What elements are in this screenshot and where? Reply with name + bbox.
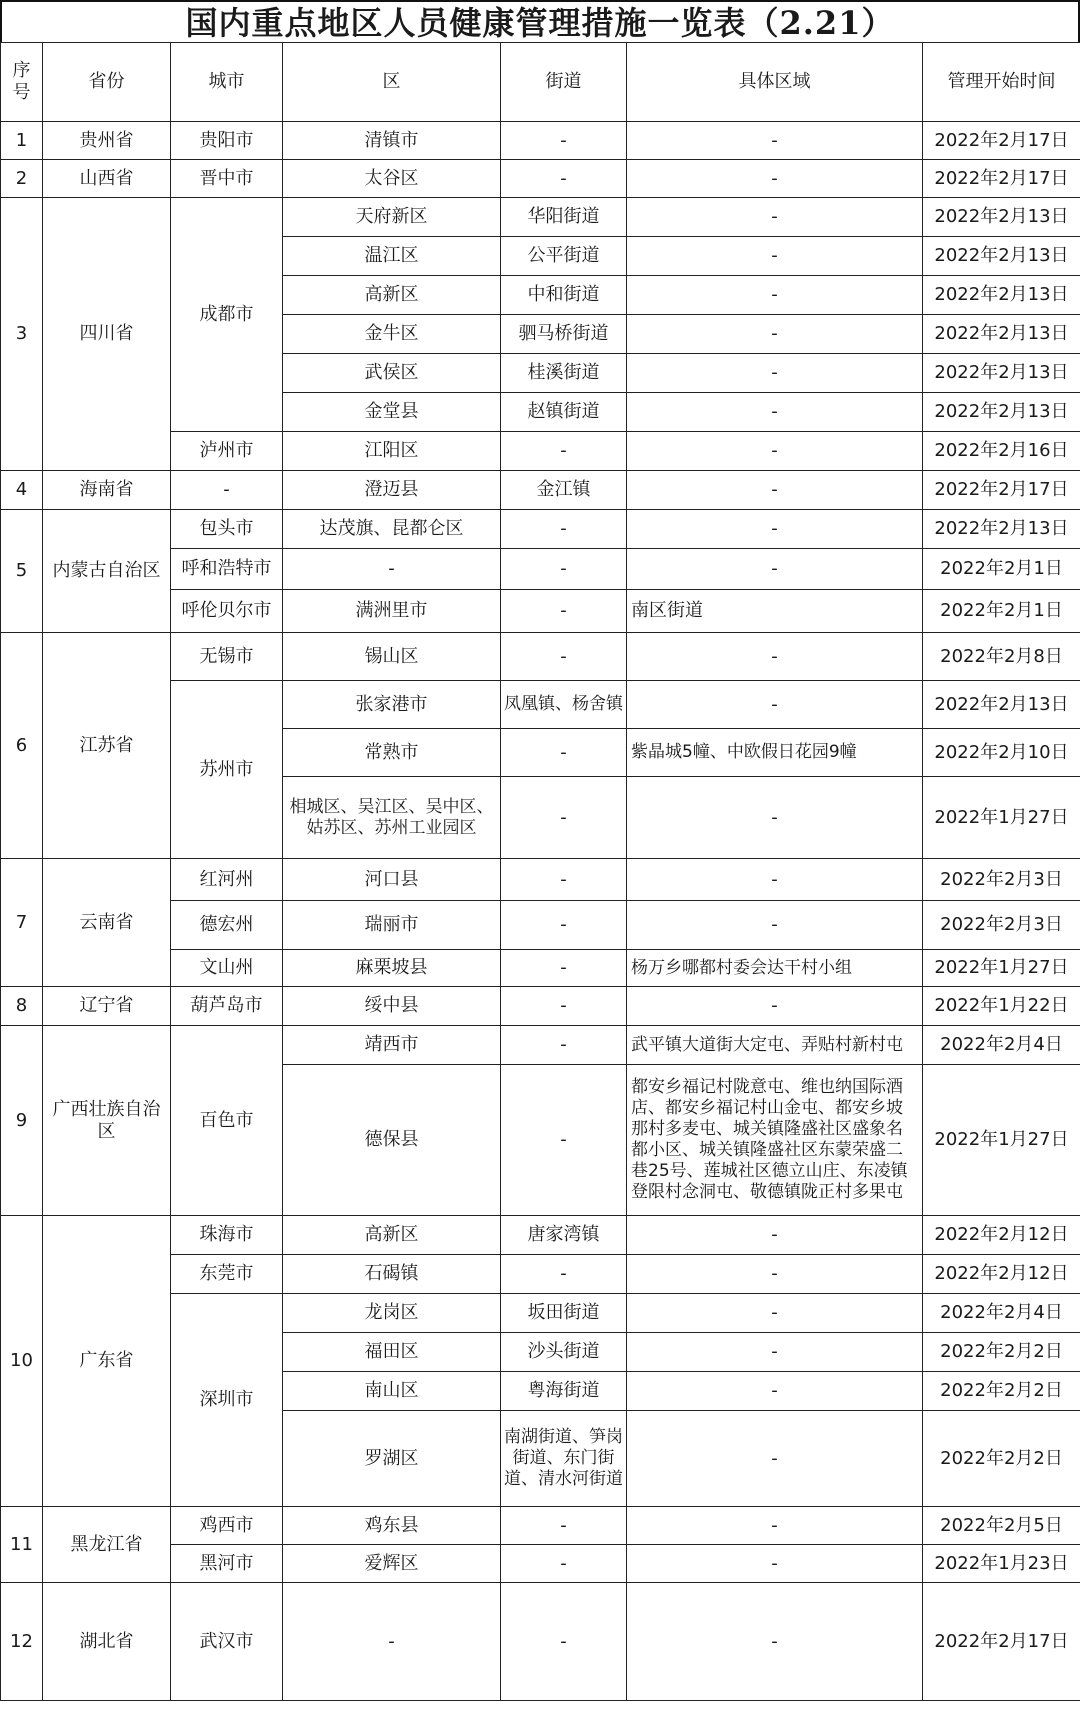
row-area: -: [627, 471, 923, 510]
row-city: 德宏州: [171, 901, 283, 950]
row-area: -: [627, 901, 923, 950]
row-province: 广东省: [43, 1216, 171, 1507]
row-no: 3: [1, 198, 43, 471]
row-district: 澄迈县: [283, 471, 501, 510]
row-date: 2022年1月22日: [923, 987, 1080, 1026]
header-area: 具体区域: [627, 43, 923, 122]
row-area: -: [627, 777, 923, 859]
header-street: 街道: [501, 43, 627, 122]
row-no: 4: [1, 471, 43, 510]
row-no: 8: [1, 987, 43, 1026]
row-province: 贵州省: [43, 122, 171, 160]
row-date: 2022年2月13日: [923, 354, 1080, 393]
row-date: 2022年2月16日: [923, 432, 1080, 471]
row-city: 贵阳市: [171, 122, 283, 160]
row-no: 11: [1, 1507, 43, 1583]
row-street: 桂溪街道: [501, 354, 627, 393]
row-province: 内蒙古自治区: [43, 510, 171, 633]
row-street: -: [501, 859, 627, 901]
row-city: 泸州市: [171, 432, 283, 471]
row-city: 成都市: [171, 198, 283, 432]
row-area: 杨万乡哪都村委会达干村小组: [627, 950, 923, 987]
header-district: 区: [283, 43, 501, 122]
row-city: 呼伦贝尔市: [171, 590, 283, 633]
row-no: 1: [1, 122, 43, 160]
row-province: 黑龙江省: [43, 1507, 171, 1583]
row-district: 鸡东县: [283, 1507, 501, 1545]
row-street: -: [501, 901, 627, 950]
row-no: 6: [1, 633, 43, 859]
row-date: 2022年2月8日: [923, 633, 1080, 681]
table-row: [1, 160, 1080, 198]
table-row: [1, 1583, 1080, 1701]
row-street: -: [501, 160, 627, 198]
row-street: 华阳街道: [501, 198, 627, 237]
row-area: -: [627, 1507, 923, 1545]
header-no: 序号: [1, 43, 43, 122]
table-row: [1, 198, 1080, 237]
row-street: -: [501, 432, 627, 471]
header-province: 省份: [43, 43, 171, 122]
row-date: 2022年2月13日: [923, 237, 1080, 276]
row-district: 爱辉区: [283, 1545, 501, 1583]
row-area: -: [627, 1255, 923, 1294]
health-management-table: [0, 42, 1080, 1701]
row-street: -: [501, 1065, 627, 1216]
row-street: 南湖街道、笋岗街道、东门街道、清水河街道: [501, 1411, 627, 1507]
row-area: -: [627, 315, 923, 354]
row-date: 2022年2月1日: [923, 590, 1080, 633]
row-area: -: [627, 1216, 923, 1255]
row-date: 2022年2月12日: [923, 1255, 1080, 1294]
row-area: 武平镇大道街大定屯、弄贴村新村屯: [627, 1026, 923, 1065]
row-street: 沙头街道: [501, 1333, 627, 1372]
row-date: 2022年2月17日: [923, 471, 1080, 510]
row-district: 靖西市: [283, 1026, 501, 1065]
row-street: -: [501, 1255, 627, 1294]
row-district: 锡山区: [283, 633, 501, 681]
row-date: 2022年2月2日: [923, 1411, 1080, 1507]
row-district: 满洲里市: [283, 590, 501, 633]
row-street: 驷马桥街道: [501, 315, 627, 354]
row-street: 坂田街道: [501, 1294, 627, 1333]
row-area: 紫晶城5幢、中欧假日花园9幢: [627, 729, 923, 777]
table-row: [1, 859, 1080, 901]
row-street: -: [501, 950, 627, 987]
row-date: 2022年2月13日: [923, 510, 1080, 549]
row-city: 鸡西市: [171, 1507, 283, 1545]
row-city: 包头市: [171, 510, 283, 549]
table-row: [1, 987, 1080, 1026]
row-district: 福田区: [283, 1333, 501, 1372]
row-no: 7: [1, 859, 43, 987]
row-district: 石碣镇: [283, 1255, 501, 1294]
row-area: -: [627, 549, 923, 590]
row-city: 东莞市: [171, 1255, 283, 1294]
row-district: 绥中县: [283, 987, 501, 1026]
row-province: 广西壮族自治区: [43, 1026, 171, 1216]
row-province: 海南省: [43, 471, 171, 510]
row-district: 清镇市: [283, 122, 501, 160]
row-area: -: [627, 1372, 923, 1411]
row-area: -: [627, 432, 923, 471]
row-city: 葫芦岛市: [171, 987, 283, 1026]
row-date: 2022年2月4日: [923, 1294, 1080, 1333]
row-city: 珠海市: [171, 1216, 283, 1255]
row-district: 金牛区: [283, 315, 501, 354]
table-row: [1, 510, 1080, 549]
row-street: -: [501, 549, 627, 590]
row-city: 呼和浩特市: [171, 549, 283, 590]
row-city: 黑河市: [171, 1545, 283, 1583]
row-no: 9: [1, 1026, 43, 1216]
row-area: -: [627, 1333, 923, 1372]
row-area: -: [627, 198, 923, 237]
row-street: -: [501, 729, 627, 777]
row-street: 公平街道: [501, 237, 627, 276]
table-title: 国内重点地区人员健康管理措施一览表（2.21）: [0, 0, 1080, 42]
table-row: [1, 1216, 1080, 1255]
row-date: 2022年2月17日: [923, 122, 1080, 160]
row-district: 太谷区: [283, 160, 501, 198]
row-city: 百色市: [171, 1026, 283, 1216]
row-province: 山西省: [43, 160, 171, 198]
row-street: -: [501, 122, 627, 160]
row-district: 温江区: [283, 237, 501, 276]
row-date: 2022年2月2日: [923, 1333, 1080, 1372]
row-area: -: [627, 1411, 923, 1507]
row-no: 12: [1, 1583, 43, 1701]
row-province: 四川省: [43, 198, 171, 471]
row-city: 红河州: [171, 859, 283, 901]
row-area: -: [627, 510, 923, 549]
row-area: -: [627, 633, 923, 681]
row-street: 唐家湾镇: [501, 1216, 627, 1255]
row-street: 赵镇街道: [501, 393, 627, 432]
row-district: -: [283, 549, 501, 590]
row-date: 2022年2月17日: [923, 1583, 1080, 1701]
row-district: 相城区、吴江区、吴中区、姑苏区、苏州工业园区: [283, 777, 501, 859]
row-date: 2022年2月13日: [923, 393, 1080, 432]
row-district: 德保县: [283, 1065, 501, 1216]
row-area: 南区街道: [627, 590, 923, 633]
row-no: 2: [1, 160, 43, 198]
row-province: 江苏省: [43, 633, 171, 859]
row-district: 天府新区: [283, 198, 501, 237]
header-city: 城市: [171, 43, 283, 122]
row-date: 2022年2月4日: [923, 1026, 1080, 1065]
row-date: 2022年2月17日: [923, 160, 1080, 198]
row-date: 2022年2月13日: [923, 681, 1080, 729]
row-city: 武汉市: [171, 1583, 283, 1701]
row-area: -: [627, 393, 923, 432]
row-date: 2022年1月23日: [923, 1545, 1080, 1583]
row-no: 5: [1, 510, 43, 633]
row-street: -: [501, 1545, 627, 1583]
row-district: 达茂旗、昆都仑区: [283, 510, 501, 549]
row-street: -: [501, 777, 627, 859]
row-street: -: [501, 987, 627, 1026]
row-province: 云南省: [43, 859, 171, 987]
row-city: 苏州市: [171, 681, 283, 859]
row-district: 金堂县: [283, 393, 501, 432]
row-district: 河口县: [283, 859, 501, 901]
row-district: 高新区: [283, 276, 501, 315]
row-area: -: [627, 1545, 923, 1583]
row-area: -: [627, 354, 923, 393]
header-row: [1, 43, 1080, 122]
row-district: 武侯区: [283, 354, 501, 393]
table-row: [1, 471, 1080, 510]
row-district: 罗湖区: [283, 1411, 501, 1507]
row-city: 无锡市: [171, 633, 283, 681]
row-area: -: [627, 237, 923, 276]
table-row: [1, 1507, 1080, 1545]
row-area: -: [627, 1294, 923, 1333]
row-city: -: [171, 471, 283, 510]
row-street: -: [501, 1583, 627, 1701]
row-province: 辽宁省: [43, 987, 171, 1026]
row-district: 麻栗坡县: [283, 950, 501, 987]
row-district: -: [283, 1583, 501, 1701]
row-date: 2022年2月13日: [923, 198, 1080, 237]
row-street: -: [501, 633, 627, 681]
row-date: 2022年2月13日: [923, 276, 1080, 315]
row-date: 2022年2月1日: [923, 549, 1080, 590]
row-area: -: [627, 160, 923, 198]
row-date: 2022年2月5日: [923, 1507, 1080, 1545]
row-district: 瑞丽市: [283, 901, 501, 950]
header-date: 管理开始时间: [923, 43, 1080, 122]
row-district: 高新区: [283, 1216, 501, 1255]
row-city: 晋中市: [171, 160, 283, 198]
row-area: -: [627, 1583, 923, 1701]
row-area: -: [627, 859, 923, 901]
row-street: -: [501, 1507, 627, 1545]
row-date: 2022年2月12日: [923, 1216, 1080, 1255]
row-street: -: [501, 1026, 627, 1065]
table-row: [1, 633, 1080, 681]
row-date: 2022年2月2日: [923, 1372, 1080, 1411]
row-area: 都安乡福记村陇意屯、维也纳国际酒店、都安乡福记村山金屯、都安乡坡那村多麦屯、城关镇隆盛社区盛象名都小区、城关镇隆盛社区东蒙荣盛二巷25号、莲城社区德立山庄、东凌镇登限村念洞屯、敬德镇陇正村多果屯: [627, 1065, 923, 1216]
row-no: 10: [1, 1216, 43, 1507]
row-city: 深圳市: [171, 1294, 283, 1507]
row-street: -: [501, 590, 627, 633]
row-date: 2022年2月10日: [923, 729, 1080, 777]
row-district: 龙岗区: [283, 1294, 501, 1333]
row-province: 湖北省: [43, 1583, 171, 1701]
row-street: 金江镇: [501, 471, 627, 510]
row-area: -: [627, 276, 923, 315]
row-date: 2022年2月3日: [923, 859, 1080, 901]
row-street: 粤海街道: [501, 1372, 627, 1411]
table-row: [1, 1026, 1080, 1065]
table-row: [1, 122, 1080, 160]
row-area: -: [627, 681, 923, 729]
row-area: -: [627, 987, 923, 1026]
row-date: 2022年2月13日: [923, 315, 1080, 354]
row-date: 2022年1月27日: [923, 777, 1080, 859]
row-date: 2022年2月3日: [923, 901, 1080, 950]
row-date: 2022年1月27日: [923, 950, 1080, 987]
row-date: 2022年1月27日: [923, 1065, 1080, 1216]
row-street: 中和街道: [501, 276, 627, 315]
row-district: 南山区: [283, 1372, 501, 1411]
row-street: -: [501, 510, 627, 549]
row-district: 张家港市: [283, 681, 501, 729]
row-district: 江阳区: [283, 432, 501, 471]
row-district: 常熟市: [283, 729, 501, 777]
row-city: 文山州: [171, 950, 283, 987]
row-street: 凤凰镇、杨舍镇: [501, 681, 627, 729]
row-area: -: [627, 122, 923, 160]
